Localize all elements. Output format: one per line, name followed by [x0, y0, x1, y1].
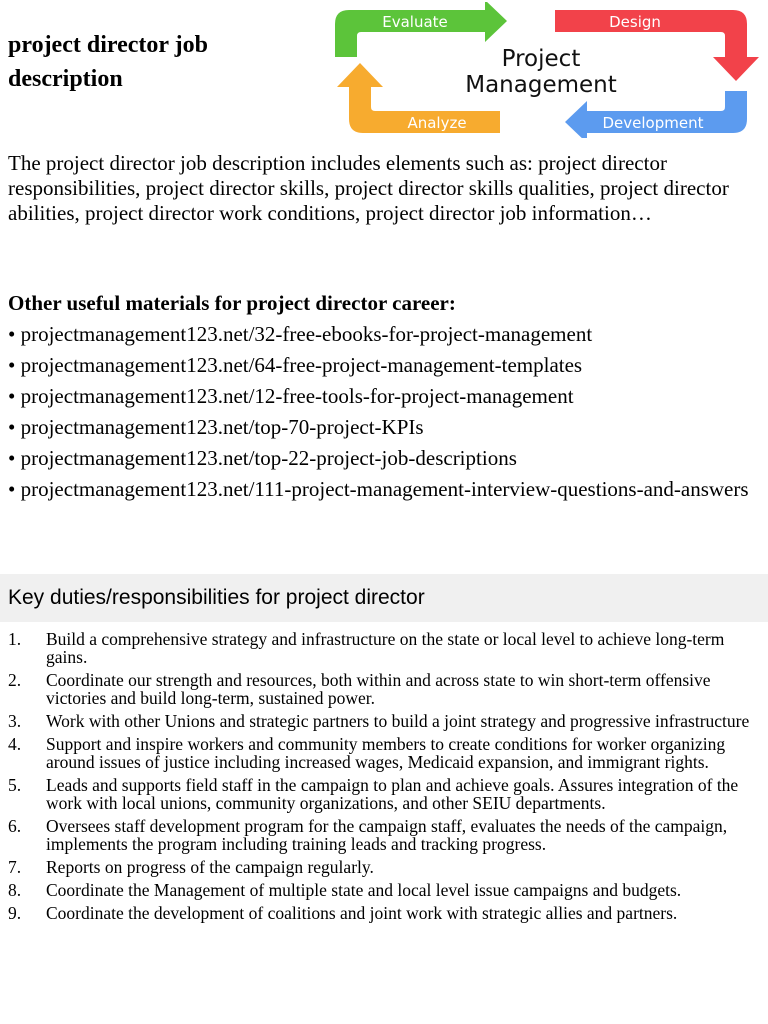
duty-text: Oversees staff development program for the campaign staff, evaluates the needs of the campaign, implements the program including training leads and tracking progress. — [46, 816, 728, 854]
logo-center-line1: Project — [501, 46, 581, 72]
duty-item — [8, 735, 760, 771]
design-label: Design — [609, 13, 661, 31]
duty-text: Build a comprehensive strategy and infrastructure on the state or local level to achieve long-term gains. — [46, 629, 725, 667]
duty-number: 5. — [8, 775, 22, 795]
duty-text: Work with other Unions and strategic partners to build a joint strategy and progressive infrastructure — [46, 711, 750, 731]
intro-paragraph: The project director job description includes elements such as: project director responsibilities, project director skills, project director skills qualities, project director abilities, project director work conditions, project director job information… — [8, 151, 729, 225]
duty-item — [8, 904, 760, 922]
evaluate-label: Evaluate — [382, 13, 448, 31]
duty-text: Coordinate the development of coalitions and joint work with strategic allies and partners. — [46, 903, 678, 923]
duty-number: 6. — [8, 816, 22, 836]
duties-list — [8, 630, 760, 927]
duty-text: Reports on progress of the campaign regularly. — [46, 857, 374, 877]
duty-number: 3. — [8, 711, 22, 731]
materials-heading: Other useful materials for project director career: — [8, 291, 456, 315]
material-link[interactable]: • projectmanagement123.net/top-22-project-job-descriptions — [8, 446, 517, 470]
duty-number: 9. — [8, 903, 22, 923]
duty-item — [8, 881, 760, 899]
page-title: project director job description — [8, 32, 208, 92]
duty-text: Coordinate the Management of multiple state and local level issue campaigns and budgets. — [46, 880, 682, 900]
duties-heading-band — [0, 574, 768, 622]
duty-item — [8, 817, 760, 853]
duty-text: Coordinate our strength and resources, both within and across state to win short-term offensive victories and build long-term, sustained power. — [46, 670, 711, 708]
development-label: Development — [602, 114, 704, 132]
duty-text: Support and inspire workers and community members to create conditions for worker organizing around issues of justice including increased wages, Medicaid expansion, and immigrant rights. — [46, 734, 726, 772]
duty-item — [8, 776, 760, 812]
duty-item — [8, 712, 760, 730]
material-link[interactable]: • projectmanagement123.net/111-project-management-interview-questions-and-answers — [8, 477, 749, 501]
analyze-label: Analyze — [407, 114, 467, 132]
material-link[interactable]: • projectmanagement123.net/12-free-tools-for-project-management — [8, 384, 574, 408]
duty-number: 7. — [8, 857, 22, 877]
material-link[interactable]: • projectmanagement123.net/64-free-project-management-templates — [8, 353, 583, 377]
duty-item — [8, 671, 760, 707]
project-management-cycle-logo — [335, 2, 768, 138]
duty-number: 4. — [8, 734, 22, 754]
duties-heading: Key duties/responsibilities for project director — [8, 586, 425, 609]
duty-item — [8, 858, 760, 876]
duty-text: Leads and supports field staff in the campaign to plan and achieve goals. Assures integration of the work with local unions, community organizations, and other SEIU departments. — [46, 775, 739, 813]
useful-materials-section — [8, 289, 764, 500]
materials-link-list — [8, 319, 764, 500]
material-link[interactable]: • projectmanagement123.net/32-free-ebooks-for-project-management — [8, 322, 593, 346]
duty-number: 2. — [8, 670, 22, 690]
duty-number: 1. — [8, 629, 22, 649]
material-link[interactable]: • projectmanagement123.net/top-70-project-KPIs — [8, 415, 424, 439]
duty-number: 8. — [8, 880, 22, 900]
logo-center-line2: Management — [465, 72, 617, 98]
duty-item — [8, 630, 760, 666]
